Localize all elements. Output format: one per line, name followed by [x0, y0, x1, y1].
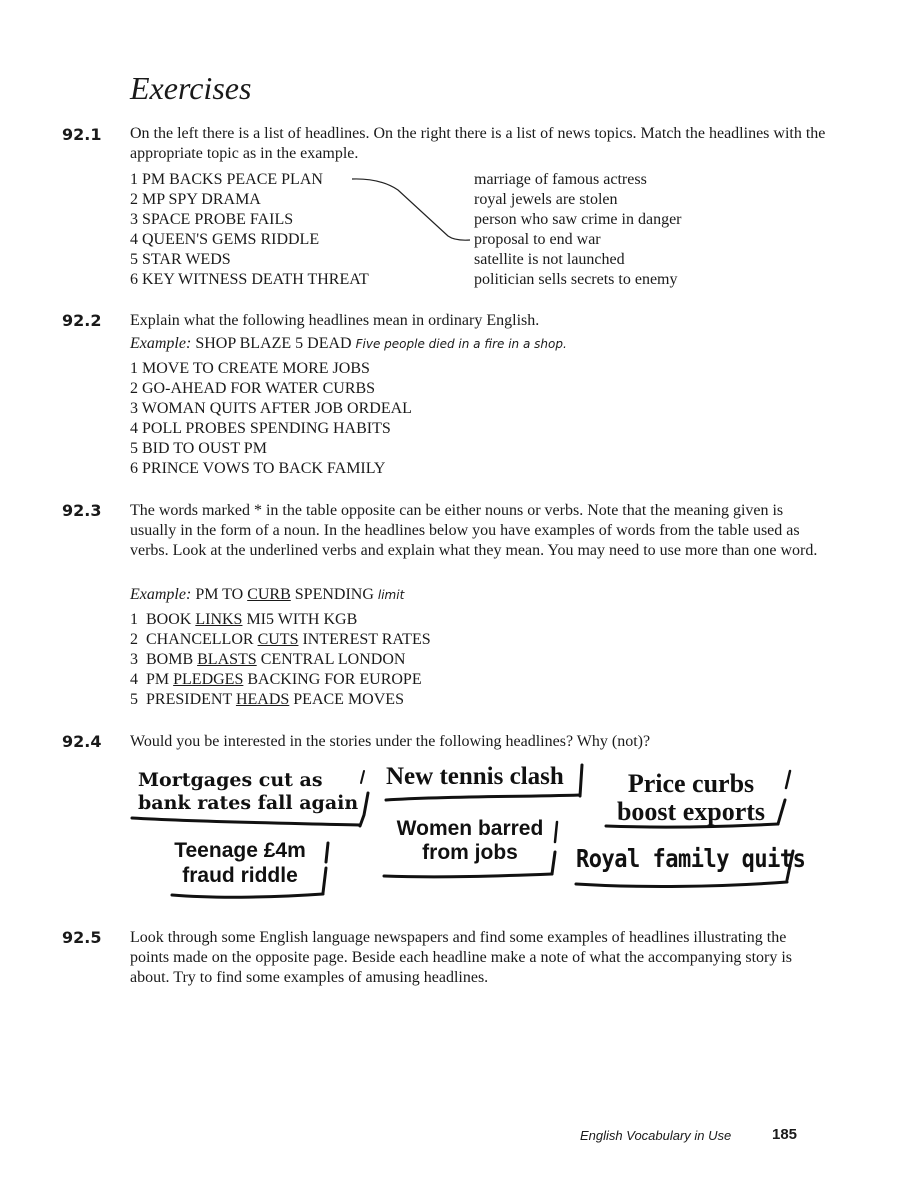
headline-item: 4 POLL PROBES SPENDING HABITS: [130, 420, 391, 437]
exercise-92-2-items: [130, 359, 412, 479]
example-post: SPENDING: [294, 586, 374, 603]
item-number: 5: [130, 691, 138, 708]
headline-line: boost exports: [616, 797, 766, 826]
exercise-92-2-example: [130, 334, 830, 354]
exercise-92-3-instruction: The words marked * in the table opposite can be either nouns or verbs. Note that the meaning given is usually in the form of a noun. In the headlines below you have examples of words from the table used as verbs. Look at the underlined verbs and explain what they mean. You may need to use more than one word.: [130, 502, 818, 559]
headline-mortgages: [138, 769, 358, 815]
item-pre: BOMB: [146, 651, 194, 668]
headline-item: 1 PM BACKS PEACE PLAN: [130, 171, 323, 188]
headline-item: 2 MP SPY DRAMA: [130, 191, 261, 208]
topic-item: royal jewels are stolen: [474, 191, 618, 208]
item-pre: CHANCELLOR: [146, 631, 254, 648]
headline-item: [130, 630, 431, 650]
example-label: Example:: [130, 586, 192, 603]
item-post: INTEREST RATES: [302, 631, 431, 648]
item-number: 2: [130, 631, 138, 648]
headline-item: [130, 610, 431, 630]
exercise-92-4-instruction: Would you be interested in the stories under the following headlines? Why (not)?: [130, 733, 651, 750]
exercise-number-92-1: 92.1: [62, 125, 102, 144]
topic-item: satellite is not launched: [474, 251, 625, 268]
item-number: 4: [130, 671, 138, 688]
underlined-verb: PLEDGES: [173, 671, 244, 688]
item-pre: BOOK: [146, 611, 192, 628]
headline-line: from jobs: [422, 841, 518, 864]
item-number: 1: [130, 611, 138, 628]
headline-item: [130, 670, 431, 690]
item-post: MI5 WITH KGB: [246, 611, 358, 628]
exercise-92-3-example: [130, 585, 830, 605]
item-pre: PM: [146, 671, 170, 688]
item-number: 3: [130, 651, 138, 668]
headline-teenage-fraud: [160, 838, 320, 888]
headline-item: [130, 650, 431, 670]
headline-women-barred: [390, 817, 550, 865]
topic-item: politician sells secrets to enemy: [474, 271, 678, 288]
item-post: CENTRAL LONDON: [260, 651, 406, 668]
example-headline: SHOP BLAZE 5 DEAD: [195, 335, 352, 352]
headline-price-curbs: [606, 770, 776, 826]
headline-item: [130, 690, 431, 710]
headline-tennis: New tennis clash: [386, 763, 564, 790]
topic-item: marriage of famous actress: [474, 171, 647, 188]
exercise-92-3-items: [130, 610, 431, 710]
underlined-verb: HEADS: [235, 691, 290, 708]
page-title: Exercises: [130, 70, 252, 106]
example-answer: Five people died in a fire in a shop.: [355, 337, 567, 351]
item-post: PEACE MOVES: [293, 691, 404, 708]
item-pre: PRESIDENT: [146, 691, 232, 708]
underlined-verb: BLASTS: [197, 651, 257, 668]
topic-item: person who saw crime in danger: [474, 211, 682, 228]
headline-item: 1 MOVE TO CREATE MORE JOBS: [130, 360, 370, 377]
example-label: Example:: [130, 335, 192, 352]
headline-item: 6 PRINCE VOWS TO BACK FAMILY: [130, 460, 386, 477]
exercise-92-5-instruction: Look through some English language newspapers and find some examples of headlines illustrating the points made on the opposite page. Beside each headline make a note of what the accompanying story is about. Try to find some examples of amusing headlines.: [130, 929, 793, 986]
item-post: BACKING FOR EUROPE: [247, 671, 422, 688]
book-title: English Vocabulary in Use: [580, 1128, 732, 1143]
headline-item: 3 SPACE PROBE FAILS: [130, 211, 294, 228]
example-answer: limit: [377, 588, 405, 602]
headline-royal-family: Royal family quits: [576, 845, 806, 874]
underlined-verb: LINKS: [195, 611, 243, 628]
headline-line: Women barred: [396, 817, 544, 840]
headline-line: Price curbs: [627, 769, 755, 798]
headline-line: Teenage £4m: [174, 839, 306, 862]
exercise-number-92-5: 92.5: [62, 928, 102, 947]
exercise-number-92-4: 92.4: [62, 732, 102, 751]
example-verb: CURB: [247, 586, 291, 603]
headline-line: bank rates fall again: [138, 792, 359, 814]
topic-item: proposal to end war: [474, 231, 601, 248]
headline-line: Mortgages cut as: [138, 769, 323, 791]
underlined-verb: CUTS: [257, 631, 299, 648]
exercise-number-92-3: 92.3: [62, 501, 102, 520]
headline-line: fraud riddle: [182, 864, 298, 887]
headline-item: 3 WOMAN QUITS AFTER JOB ORDEAL: [130, 400, 412, 417]
headline-item: 6 KEY WITNESS DEATH THREAT: [130, 271, 369, 288]
example-match-line: [0, 0, 900, 300]
headline-item: 5 STAR WEDS: [130, 251, 231, 268]
page-number: 185: [772, 1126, 798, 1143]
exercise-92-1-instruction: On the left there is a list of headlines. On the right there is a list of news topics. Match the headlines with the appropriate topic as in the example.: [130, 125, 826, 162]
headline-item: 2 GO-AHEAD FOR WATER CURBS: [130, 380, 376, 397]
exercise-number-92-2: 92.2: [62, 311, 102, 330]
exercise-92-2-instruction: Explain what the following headlines mean in ordinary English.: [130, 312, 540, 329]
example-pre: PM TO: [195, 586, 244, 603]
headline-item: 4 QUEEN'S GEMS RIDDLE: [130, 231, 320, 248]
headline-item: 5 BID TO OUST PM: [130, 440, 267, 457]
